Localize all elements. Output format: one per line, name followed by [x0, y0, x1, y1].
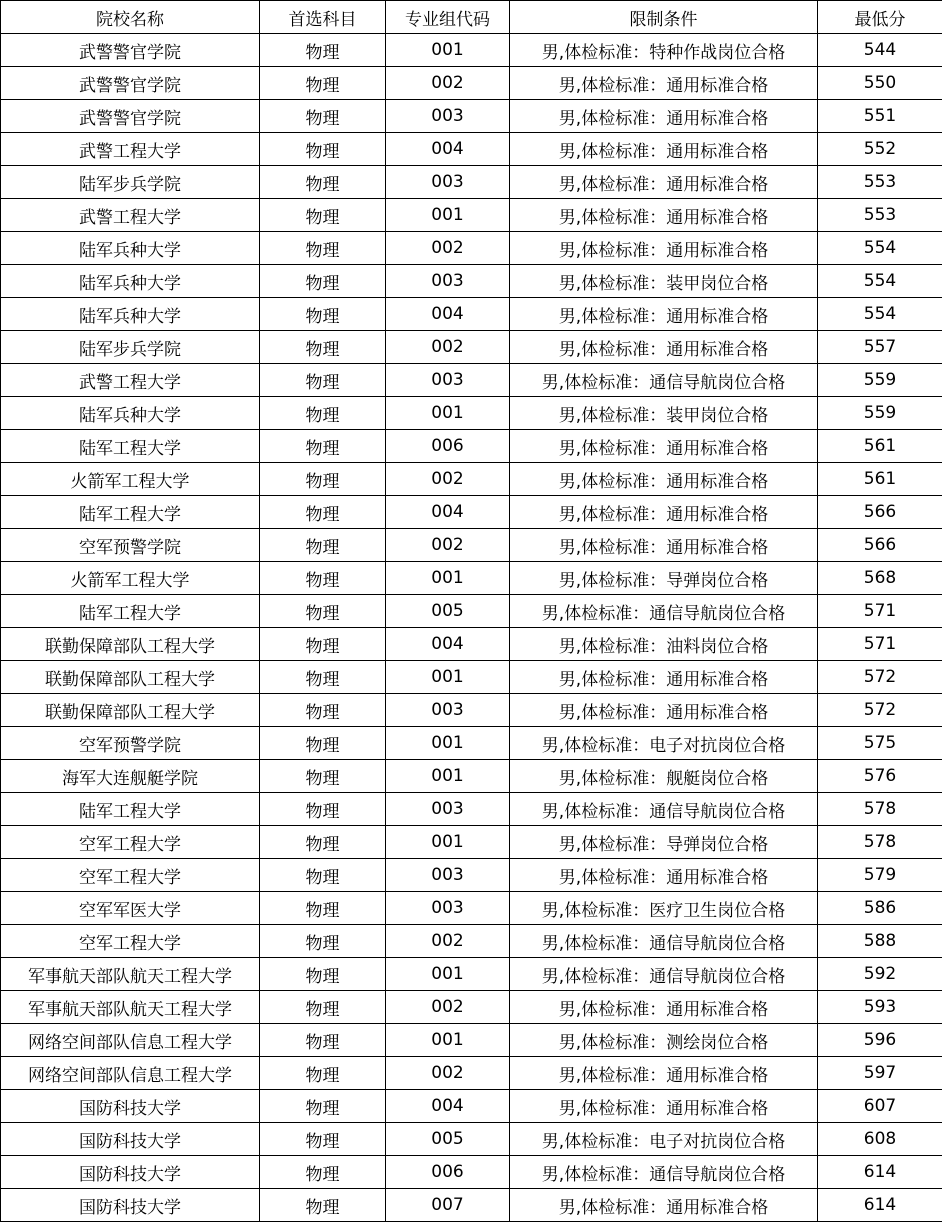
- cell-min-score: 551: [818, 100, 942, 133]
- table-row: [1, 1090, 942, 1123]
- cell-group-code: 004: [386, 133, 510, 166]
- cell-restrictions: 男,体检标准：通信导航岗位合格: [510, 1156, 818, 1189]
- cell-restrictions: 男,体检标准：通用标准合格: [510, 166, 818, 199]
- cell-min-score: 554: [818, 265, 942, 298]
- cell-school-name: 空军预警学院: [1, 727, 260, 760]
- cell-group-code: 001: [386, 199, 510, 232]
- cell-min-score: 559: [818, 364, 942, 397]
- cell-restrictions: 男,体检标准：导弹岗位合格: [510, 562, 818, 595]
- header-min-score: 最低分: [818, 1, 942, 34]
- cell-subject: 物理: [260, 859, 386, 892]
- table-header: [1, 1, 942, 34]
- cell-restrictions: 男,体检标准：电子对抗岗位合格: [510, 727, 818, 760]
- cell-min-score: 608: [818, 1123, 942, 1156]
- table-row: [1, 364, 942, 397]
- cell-school-name: 陆军兵种大学: [1, 298, 260, 331]
- cell-subject: 物理: [260, 529, 386, 562]
- cell-subject: 物理: [260, 562, 386, 595]
- cell-school-name: 空军军医大学: [1, 892, 260, 925]
- cell-subject: 物理: [260, 1189, 386, 1222]
- cell-min-score: 571: [818, 628, 942, 661]
- table-row: [1, 199, 942, 232]
- cell-group-code: 002: [386, 529, 510, 562]
- cell-restrictions: 男,体检标准：舰艇岗位合格: [510, 760, 818, 793]
- cell-subject: 物理: [260, 463, 386, 496]
- cell-min-score: 578: [818, 826, 942, 859]
- cell-school-name: 联勤保障部队工程大学: [1, 661, 260, 694]
- cell-restrictions: 男,体检标准：导弹岗位合格: [510, 826, 818, 859]
- cell-min-score: 544: [818, 34, 942, 67]
- cell-restrictions: 男,体检标准：通用标准合格: [510, 529, 818, 562]
- table-row: [1, 925, 942, 958]
- header-restrictions: 限制条件: [510, 1, 818, 34]
- cell-subject: 物理: [260, 958, 386, 991]
- cell-subject: 物理: [260, 298, 386, 331]
- cell-subject: 物理: [260, 364, 386, 397]
- cell-min-score: 561: [818, 463, 942, 496]
- cell-school-name: 武警工程大学: [1, 133, 260, 166]
- cell-min-score: 614: [818, 1156, 942, 1189]
- table-row: [1, 793, 942, 826]
- cell-restrictions: 男,体检标准：通用标准合格: [510, 991, 818, 1024]
- cell-school-name: 陆军工程大学: [1, 430, 260, 463]
- cell-restrictions: 男,体检标准：通用标准合格: [510, 298, 818, 331]
- table-row: [1, 265, 942, 298]
- cell-group-code: 001: [386, 34, 510, 67]
- cell-school-name: 空军工程大学: [1, 859, 260, 892]
- cell-min-score: 571: [818, 595, 942, 628]
- cell-min-score: 557: [818, 331, 942, 364]
- cell-subject: 物理: [260, 166, 386, 199]
- cell-subject: 物理: [260, 694, 386, 727]
- cell-restrictions: 男,体检标准：通用标准合格: [510, 1057, 818, 1090]
- cell-school-name: 陆军工程大学: [1, 496, 260, 529]
- cell-group-code: 003: [386, 892, 510, 925]
- cell-group-code: 003: [386, 694, 510, 727]
- cell-subject: 物理: [260, 1090, 386, 1123]
- cell-restrictions: 男,体检标准：通信导航岗位合格: [510, 958, 818, 991]
- table-row: [1, 595, 942, 628]
- cell-school-name: 陆军步兵学院: [1, 166, 260, 199]
- cell-min-score: 578: [818, 793, 942, 826]
- cell-group-code: 001: [386, 1024, 510, 1057]
- cell-group-code: 004: [386, 298, 510, 331]
- cell-min-score: 568: [818, 562, 942, 595]
- cell-min-score: 588: [818, 925, 942, 958]
- cell-group-code: 001: [386, 397, 510, 430]
- cell-group-code: 006: [386, 430, 510, 463]
- cell-restrictions: 男,体检标准：通用标准合格: [510, 331, 818, 364]
- cell-subject: 物理: [260, 892, 386, 925]
- cell-restrictions: 男,体检标准：装甲岗位合格: [510, 265, 818, 298]
- cell-subject: 物理: [260, 100, 386, 133]
- cell-subject: 物理: [260, 430, 386, 463]
- cell-school-name: 国防科技大学: [1, 1189, 260, 1222]
- cell-restrictions: 男,体检标准：通用标准合格: [510, 430, 818, 463]
- cell-restrictions: 男,体检标准：测绘岗位合格: [510, 1024, 818, 1057]
- cell-subject: 物理: [260, 1156, 386, 1189]
- cell-subject: 物理: [260, 265, 386, 298]
- table-row: [1, 859, 942, 892]
- cell-restrictions: 男,体检标准：特种作战岗位合格: [510, 34, 818, 67]
- cell-min-score: 553: [818, 166, 942, 199]
- cell-min-score: 596: [818, 1024, 942, 1057]
- cell-min-score: 614: [818, 1189, 942, 1222]
- cell-subject: 物理: [260, 595, 386, 628]
- table-row: [1, 298, 942, 331]
- table-row: [1, 562, 942, 595]
- cell-group-code: 002: [386, 1057, 510, 1090]
- cell-school-name: 陆军工程大学: [1, 793, 260, 826]
- table-row: [1, 826, 942, 859]
- cell-restrictions: 男,体检标准：通用标准合格: [510, 694, 818, 727]
- cell-min-score: 566: [818, 529, 942, 562]
- cell-subject: 物理: [260, 1057, 386, 1090]
- cell-subject: 物理: [260, 397, 386, 430]
- cell-min-score: 579: [818, 859, 942, 892]
- table-row: [1, 166, 942, 199]
- cell-min-score: 561: [818, 430, 942, 463]
- cell-school-name: 网络空间部队信息工程大学: [1, 1057, 260, 1090]
- table-row: [1, 958, 942, 991]
- cell-school-name: 武警警官学院: [1, 100, 260, 133]
- cell-group-code: 003: [386, 793, 510, 826]
- cell-subject: 物理: [260, 628, 386, 661]
- header-group-code: 专业组代码: [386, 1, 510, 34]
- cell-min-score: 597: [818, 1057, 942, 1090]
- cell-min-score: 572: [818, 661, 942, 694]
- cell-restrictions: 男,体检标准：通信导航岗位合格: [510, 925, 818, 958]
- cell-restrictions: 男,体检标准：通信导航岗位合格: [510, 595, 818, 628]
- cell-subject: 物理: [260, 925, 386, 958]
- table-row: [1, 397, 942, 430]
- cell-restrictions: 男,体检标准：通信导航岗位合格: [510, 793, 818, 826]
- cell-min-score: 550: [818, 67, 942, 100]
- cell-subject: 物理: [260, 1123, 386, 1156]
- cell-min-score: 552: [818, 133, 942, 166]
- table-row: [1, 34, 942, 67]
- cell-group-code: 003: [386, 364, 510, 397]
- cell-subject: 物理: [260, 991, 386, 1024]
- cell-restrictions: 男,体检标准：通用标准合格: [510, 1189, 818, 1222]
- cell-min-score: 572: [818, 694, 942, 727]
- cell-restrictions: 男,体检标准：通用标准合格: [510, 67, 818, 100]
- cell-school-name: 武警警官学院: [1, 34, 260, 67]
- table-row: [1, 463, 942, 496]
- cell-group-code: 005: [386, 1123, 510, 1156]
- cell-school-name: 武警工程大学: [1, 364, 260, 397]
- cell-min-score: 607: [818, 1090, 942, 1123]
- cell-group-code: 006: [386, 1156, 510, 1189]
- cell-school-name: 空军预警学院: [1, 529, 260, 562]
- cell-subject: 物理: [260, 331, 386, 364]
- cell-subject: 物理: [260, 661, 386, 694]
- cell-min-score: 559: [818, 397, 942, 430]
- cell-min-score: 566: [818, 496, 942, 529]
- cell-restrictions: 男,体检标准：通用标准合格: [510, 100, 818, 133]
- table-row: [1, 67, 942, 100]
- cell-school-name: 海军大连舰艇学院: [1, 760, 260, 793]
- cell-school-name: 陆军兵种大学: [1, 232, 260, 265]
- cell-school-name: 陆军兵种大学: [1, 265, 260, 298]
- cell-restrictions: 男,体检标准：医疗卫生岗位合格: [510, 892, 818, 925]
- cell-restrictions: 男,体检标准：电子对抗岗位合格: [510, 1123, 818, 1156]
- cell-school-name: 军事航天部队航天工程大学: [1, 958, 260, 991]
- cell-restrictions: 男,体检标准：通用标准合格: [510, 133, 818, 166]
- table-row: [1, 727, 942, 760]
- table-row: [1, 694, 942, 727]
- cell-group-code: 001: [386, 958, 510, 991]
- cell-school-name: 空军工程大学: [1, 925, 260, 958]
- table-row: [1, 1057, 942, 1090]
- cell-group-code: 004: [386, 628, 510, 661]
- cell-group-code: 001: [386, 826, 510, 859]
- table-row: [1, 1189, 942, 1222]
- cell-group-code: 002: [386, 232, 510, 265]
- cell-group-code: 001: [386, 727, 510, 760]
- cell-subject: 物理: [260, 727, 386, 760]
- cell-subject: 物理: [260, 826, 386, 859]
- cell-group-code: 004: [386, 496, 510, 529]
- cell-school-name: 网络空间部队信息工程大学: [1, 1024, 260, 1057]
- cell-school-name: 陆军步兵学院: [1, 331, 260, 364]
- cell-restrictions: 男,体检标准：通用标准合格: [510, 661, 818, 694]
- cell-school-name: 火箭军工程大学: [1, 463, 260, 496]
- table-row: [1, 133, 942, 166]
- cell-group-code: 007: [386, 1189, 510, 1222]
- table-row: [1, 661, 942, 694]
- cell-school-name: 陆军兵种大学: [1, 397, 260, 430]
- table-row: [1, 1156, 942, 1189]
- table-row: [1, 529, 942, 562]
- cell-restrictions: 男,体检标准：通信导航岗位合格: [510, 364, 818, 397]
- table-row: [1, 991, 942, 1024]
- header-school-name: 院校名称: [1, 1, 260, 34]
- cell-restrictions: 男,体检标准：通用标准合格: [510, 1090, 818, 1123]
- cell-group-code: 003: [386, 859, 510, 892]
- cell-school-name: 陆军工程大学: [1, 595, 260, 628]
- cell-subject: 物理: [260, 793, 386, 826]
- cell-group-code: 001: [386, 562, 510, 595]
- cell-subject: 物理: [260, 34, 386, 67]
- cell-school-name: 联勤保障部队工程大学: [1, 628, 260, 661]
- cell-group-code: 003: [386, 265, 510, 298]
- table-row: [1, 331, 942, 364]
- cell-min-score: 593: [818, 991, 942, 1024]
- cell-group-code: 002: [386, 67, 510, 100]
- cell-min-score: 592: [818, 958, 942, 991]
- cell-subject: 物理: [260, 199, 386, 232]
- cell-group-code: 001: [386, 661, 510, 694]
- cell-min-score: 575: [818, 727, 942, 760]
- cell-group-code: 004: [386, 1090, 510, 1123]
- table-row: [1, 1024, 942, 1057]
- cell-school-name: 武警警官学院: [1, 67, 260, 100]
- cell-min-score: 586: [818, 892, 942, 925]
- cell-school-name: 火箭军工程大学: [1, 562, 260, 595]
- cell-restrictions: 男,体检标准：装甲岗位合格: [510, 397, 818, 430]
- cell-school-name: 国防科技大学: [1, 1123, 260, 1156]
- header-row: [1, 1, 942, 34]
- cell-subject: 物理: [260, 496, 386, 529]
- table-row: [1, 760, 942, 793]
- cell-min-score: 553: [818, 199, 942, 232]
- cell-group-code: 005: [386, 595, 510, 628]
- cell-subject: 物理: [260, 232, 386, 265]
- cell-school-name: 军事航天部队航天工程大学: [1, 991, 260, 1024]
- cell-subject: 物理: [260, 67, 386, 100]
- cell-subject: 物理: [260, 760, 386, 793]
- cell-group-code: 003: [386, 166, 510, 199]
- cell-group-code: 001: [386, 760, 510, 793]
- cell-group-code: 003: [386, 100, 510, 133]
- cell-group-code: 002: [386, 991, 510, 1024]
- cell-restrictions: 男,体检标准：油料岗位合格: [510, 628, 818, 661]
- table-row: [1, 232, 942, 265]
- cell-group-code: 002: [386, 331, 510, 364]
- cell-school-name: 联勤保障部队工程大学: [1, 694, 260, 727]
- cell-school-name: 空军工程大学: [1, 826, 260, 859]
- cell-school-name: 武警工程大学: [1, 199, 260, 232]
- cell-group-code: 002: [386, 463, 510, 496]
- table-body: [1, 34, 942, 1222]
- cell-group-code: 002: [386, 925, 510, 958]
- cell-restrictions: 男,体检标准：通用标准合格: [510, 496, 818, 529]
- cell-subject: 物理: [260, 1024, 386, 1057]
- cell-restrictions: 男,体检标准：通用标准合格: [510, 463, 818, 496]
- cell-restrictions: 男,体检标准：通用标准合格: [510, 199, 818, 232]
- cell-min-score: 576: [818, 760, 942, 793]
- table-row: [1, 100, 942, 133]
- table-row: [1, 892, 942, 925]
- cell-restrictions: 男,体检标准：通用标准合格: [510, 232, 818, 265]
- cell-min-score: 554: [818, 298, 942, 331]
- cell-min-score: 554: [818, 232, 942, 265]
- cell-subject: 物理: [260, 133, 386, 166]
- table-row: [1, 430, 942, 463]
- table-row: [1, 628, 942, 661]
- cell-restrictions: 男,体检标准：通用标准合格: [510, 859, 818, 892]
- table-row: [1, 1123, 942, 1156]
- cell-school-name: 国防科技大学: [1, 1156, 260, 1189]
- table-row: [1, 496, 942, 529]
- cell-school-name: 国防科技大学: [1, 1090, 260, 1123]
- header-subject: 首选科目: [260, 1, 386, 34]
